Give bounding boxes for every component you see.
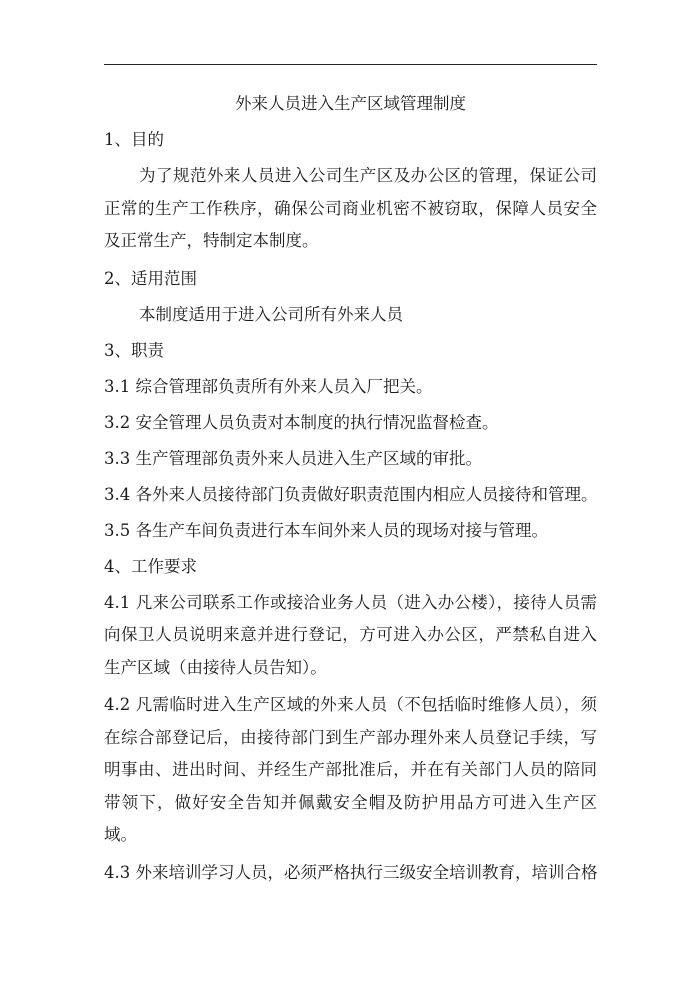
duty-item-3-4: 3.4 各外来人员接待部门负责做好职责范围内相应人员接待和管理。 [104, 484, 598, 504]
requirement-item-4-1: 4.1 凡来公司联系工作或接洽业务人员（进入办公楼），接待人员需向保卫人员说明来意并进行登记，方可进入办公区，严禁私自进入生产区域（由接待人员告知）。 [104, 592, 597, 677]
section-heading-purpose: 1、目的 [104, 130, 164, 149]
section-heading-requirements: 4、工作要求 [104, 556, 197, 576]
requirement-item-4-3: 4.3 外来培训学习人员，必须严格执行三级安全培训教育，培训合格 [104, 862, 598, 882]
header-rule [104, 64, 597, 65]
scope-paragraph: 本制度适用于进入公司所有外来人员 [139, 304, 403, 324]
section-heading-duties: 3、职责 [104, 340, 164, 360]
section-heading-scope: 2、适用范围 [104, 268, 197, 288]
document-title: 外来人员进入生产区域管理制度 [235, 94, 466, 113]
requirement-item-4-2: 4.2 凡需临时进入生产区域的外来人员（不包括临时维修人员），须在综合部登记后，由接待部门到生产部办理外来人员登记手续，写明事由、进出时间、并经生产部批准后，并在有关部门人员的陪同带领下，做好安全告知并佩戴安全帽及防护用品方可进入生产区域。 [104, 695, 597, 844]
purpose-paragraph: 为了规范外来人员进入公司生产区及办公区的管理，保证公司正常的生产工作秩序，确保公司商业机密不被窃取，保障人员安全及正常生产，特制定本制度。 [104, 166, 597, 250]
duty-item-3-5: 3.5 各生产车间负责进行本车间外来人员的现场对接与管理。 [104, 520, 548, 540]
document-page [104, 86, 597, 891]
duty-item-3-2: 3.2 安全管理人员负责对本制度的执行情况监督检查。 [104, 412, 499, 432]
duty-item-3-1: 3.1 综合管理部负责所有外来人员入厂把关。 [104, 376, 433, 396]
duty-item-3-3: 3.3 生产管理部负责外来人员进入生产区域的审批。 [104, 448, 482, 468]
